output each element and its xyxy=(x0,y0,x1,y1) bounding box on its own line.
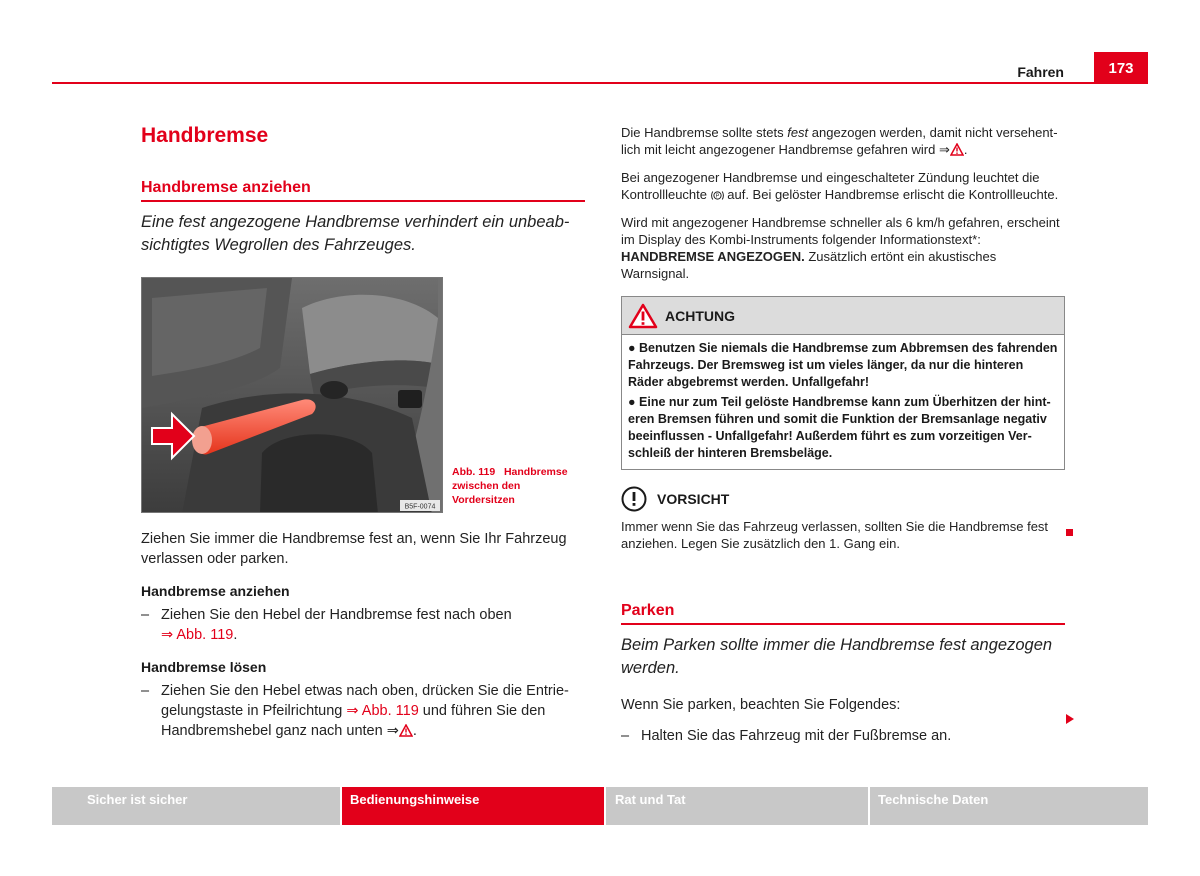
warning-item: ● Benutzen Sie niemals die Handbremse zum Abbremsen des fahrenden Fahrzeugs. Der Bremsweg ist um vieles länger, da nur die hinteren Räder abgebremst werden. Unfallgefahr! xyxy=(628,341,1058,389)
release-step-text: Ziehen Sie den Hebel etwas nach oben, drücken Sie die Entriegelungstaste in Pfeilrichtung xyxy=(161,683,569,719)
figure-caption-number: Abb. 119 xyxy=(452,466,496,478)
paragraph-warning-light: Bei angezogener Handbremse und eingeschalteter Zündung leuchtet die Kontrollleuchte P auf. Bei gelöster Handbremse erlischt die Kontrollleuchte. xyxy=(621,170,1059,202)
footer-nav xyxy=(52,787,1148,825)
warning-triangle-icon[interactable] xyxy=(950,143,964,156)
apply-step: – Ziehen Sie den Hebel der Handbremse fest nach oben ⇒ Abb. 119. xyxy=(141,607,512,643)
parking-intro: Wenn Sie parken, beachten Sie Folgendes: xyxy=(621,697,901,713)
apply-figure-link[interactable]: ⇒ Abb. 119 xyxy=(161,627,234,643)
handbrake-figure xyxy=(141,277,443,513)
lead-paragraph: Eine fest angezogene Handbremse verhindert ein unbeabsichtigtes Wegrollen des Fahrzeuges. xyxy=(141,213,570,254)
warning-box xyxy=(621,296,1065,470)
warning-item: ● Eine nur zum Teil gelöste Handbremse kann zum Überhitzen der hinteren Bremsen führen und somit die Funktion der Bremsanlage negativ beeinflussen - Unfallgefahr! Außerdem führt es zum vorzeitigen Verschleiß der hinteren Bremsbeläge. xyxy=(628,395,1051,460)
footer-tab-sicher[interactable]: Sicher ist sicher xyxy=(52,787,340,825)
caution-exclamation-icon xyxy=(621,486,647,512)
footer-tab-bedienung[interactable]: Bedienungshinweise xyxy=(342,787,604,825)
section-end-marker xyxy=(1066,529,1073,536)
paragraph-speed: Wird mit angezogener Handbremse schneller als 6 km/h gefahren, erscheint im Display des Kombi-Instruments folgender Informationstext*: HANDBREMSE ANGEZOGEN. Zusätzlich ertönt ein akustisches Warnsignal. xyxy=(621,215,1060,281)
parking-step-text: Halten Sie das Fahrzeug mit der Fußbremse an. xyxy=(641,728,952,744)
warning-header xyxy=(622,297,1064,335)
release-step-text-end: und führen Sie den Handbremshebel ganz nach unten ⇒ xyxy=(161,703,546,739)
header-section-label: Fahren xyxy=(1017,64,1064,80)
warning-title: ACHTUNG xyxy=(665,307,735,324)
intro-paragraph: Ziehen Sie immer die Handbremse fest an, wenn Sie Ihr Fahrzeug verlassen oder parken. xyxy=(141,531,567,567)
parking-lead: Beim Parken sollte immer die Handbremse fest angezogen werden. xyxy=(621,636,1053,677)
release-step: – Ziehen Sie den Hebel etwas nach oben, drücken Sie die Entriegelungstaste in Pfeilrichtung ⇒ Abb. 119 und führen Sie den Handbremshebel ganz nach unten ⇒ . xyxy=(141,683,569,739)
warning-triangle-icon xyxy=(628,303,658,329)
figure-code: B5F-0074 xyxy=(404,503,436,511)
page-title: Handbremse xyxy=(141,124,269,147)
footer-tab-technik[interactable]: Technische Daten xyxy=(870,787,1148,825)
warning-triangle-icon[interactable] xyxy=(399,724,413,737)
section-heading-parking: Parken xyxy=(621,602,1065,625)
svg-text:P: P xyxy=(715,193,719,200)
paragraph-fest: Die Handbremse sollte stets fest angezogen werden, damit nicht versehentlich mit leicht angezogener Handbremse gefahren wird ⇒ . xyxy=(621,125,1058,157)
caution-title: VORSICHT xyxy=(657,491,730,507)
brake-warning-light-icon xyxy=(711,190,724,201)
right-column xyxy=(621,124,1065,746)
apply-heading: Handbremse anziehen xyxy=(141,583,290,599)
section-heading-apply: Handbremse anziehen xyxy=(141,179,585,202)
footer-tab-rat[interactable]: Rat und Tat xyxy=(606,787,868,825)
figure-caption-text: Handbremse zwischen den Vordersitzen xyxy=(452,466,568,506)
header-rule xyxy=(52,82,1148,84)
figure-caption xyxy=(452,465,582,507)
left-column xyxy=(141,120,585,741)
page-number: 173 xyxy=(1094,52,1148,84)
release-heading: Handbremse lösen xyxy=(141,659,267,675)
apply-step-text: Ziehen Sie den Hebel der Handbremse fest nach oben xyxy=(161,607,512,623)
handbrake-illustration xyxy=(142,278,443,513)
caution-header xyxy=(621,486,1065,512)
warning-body xyxy=(622,335,1064,469)
parking-step: – Halten Sie das Fahrzeug mit der Fußbremse an. xyxy=(621,728,952,744)
continue-arrow-icon xyxy=(1066,714,1074,724)
release-figure-link[interactable]: ⇒ Abb. 119 xyxy=(346,703,419,719)
caution-text: Immer wenn Sie das Fahrzeug verlassen, sollten Sie die Handbremse fest anziehen. Legen Sie zusätzlich den 1. Gang ein. xyxy=(621,519,1049,551)
display-message: HANDBREMSE ANGEZOGEN. xyxy=(621,249,805,264)
figure-block xyxy=(141,277,585,513)
